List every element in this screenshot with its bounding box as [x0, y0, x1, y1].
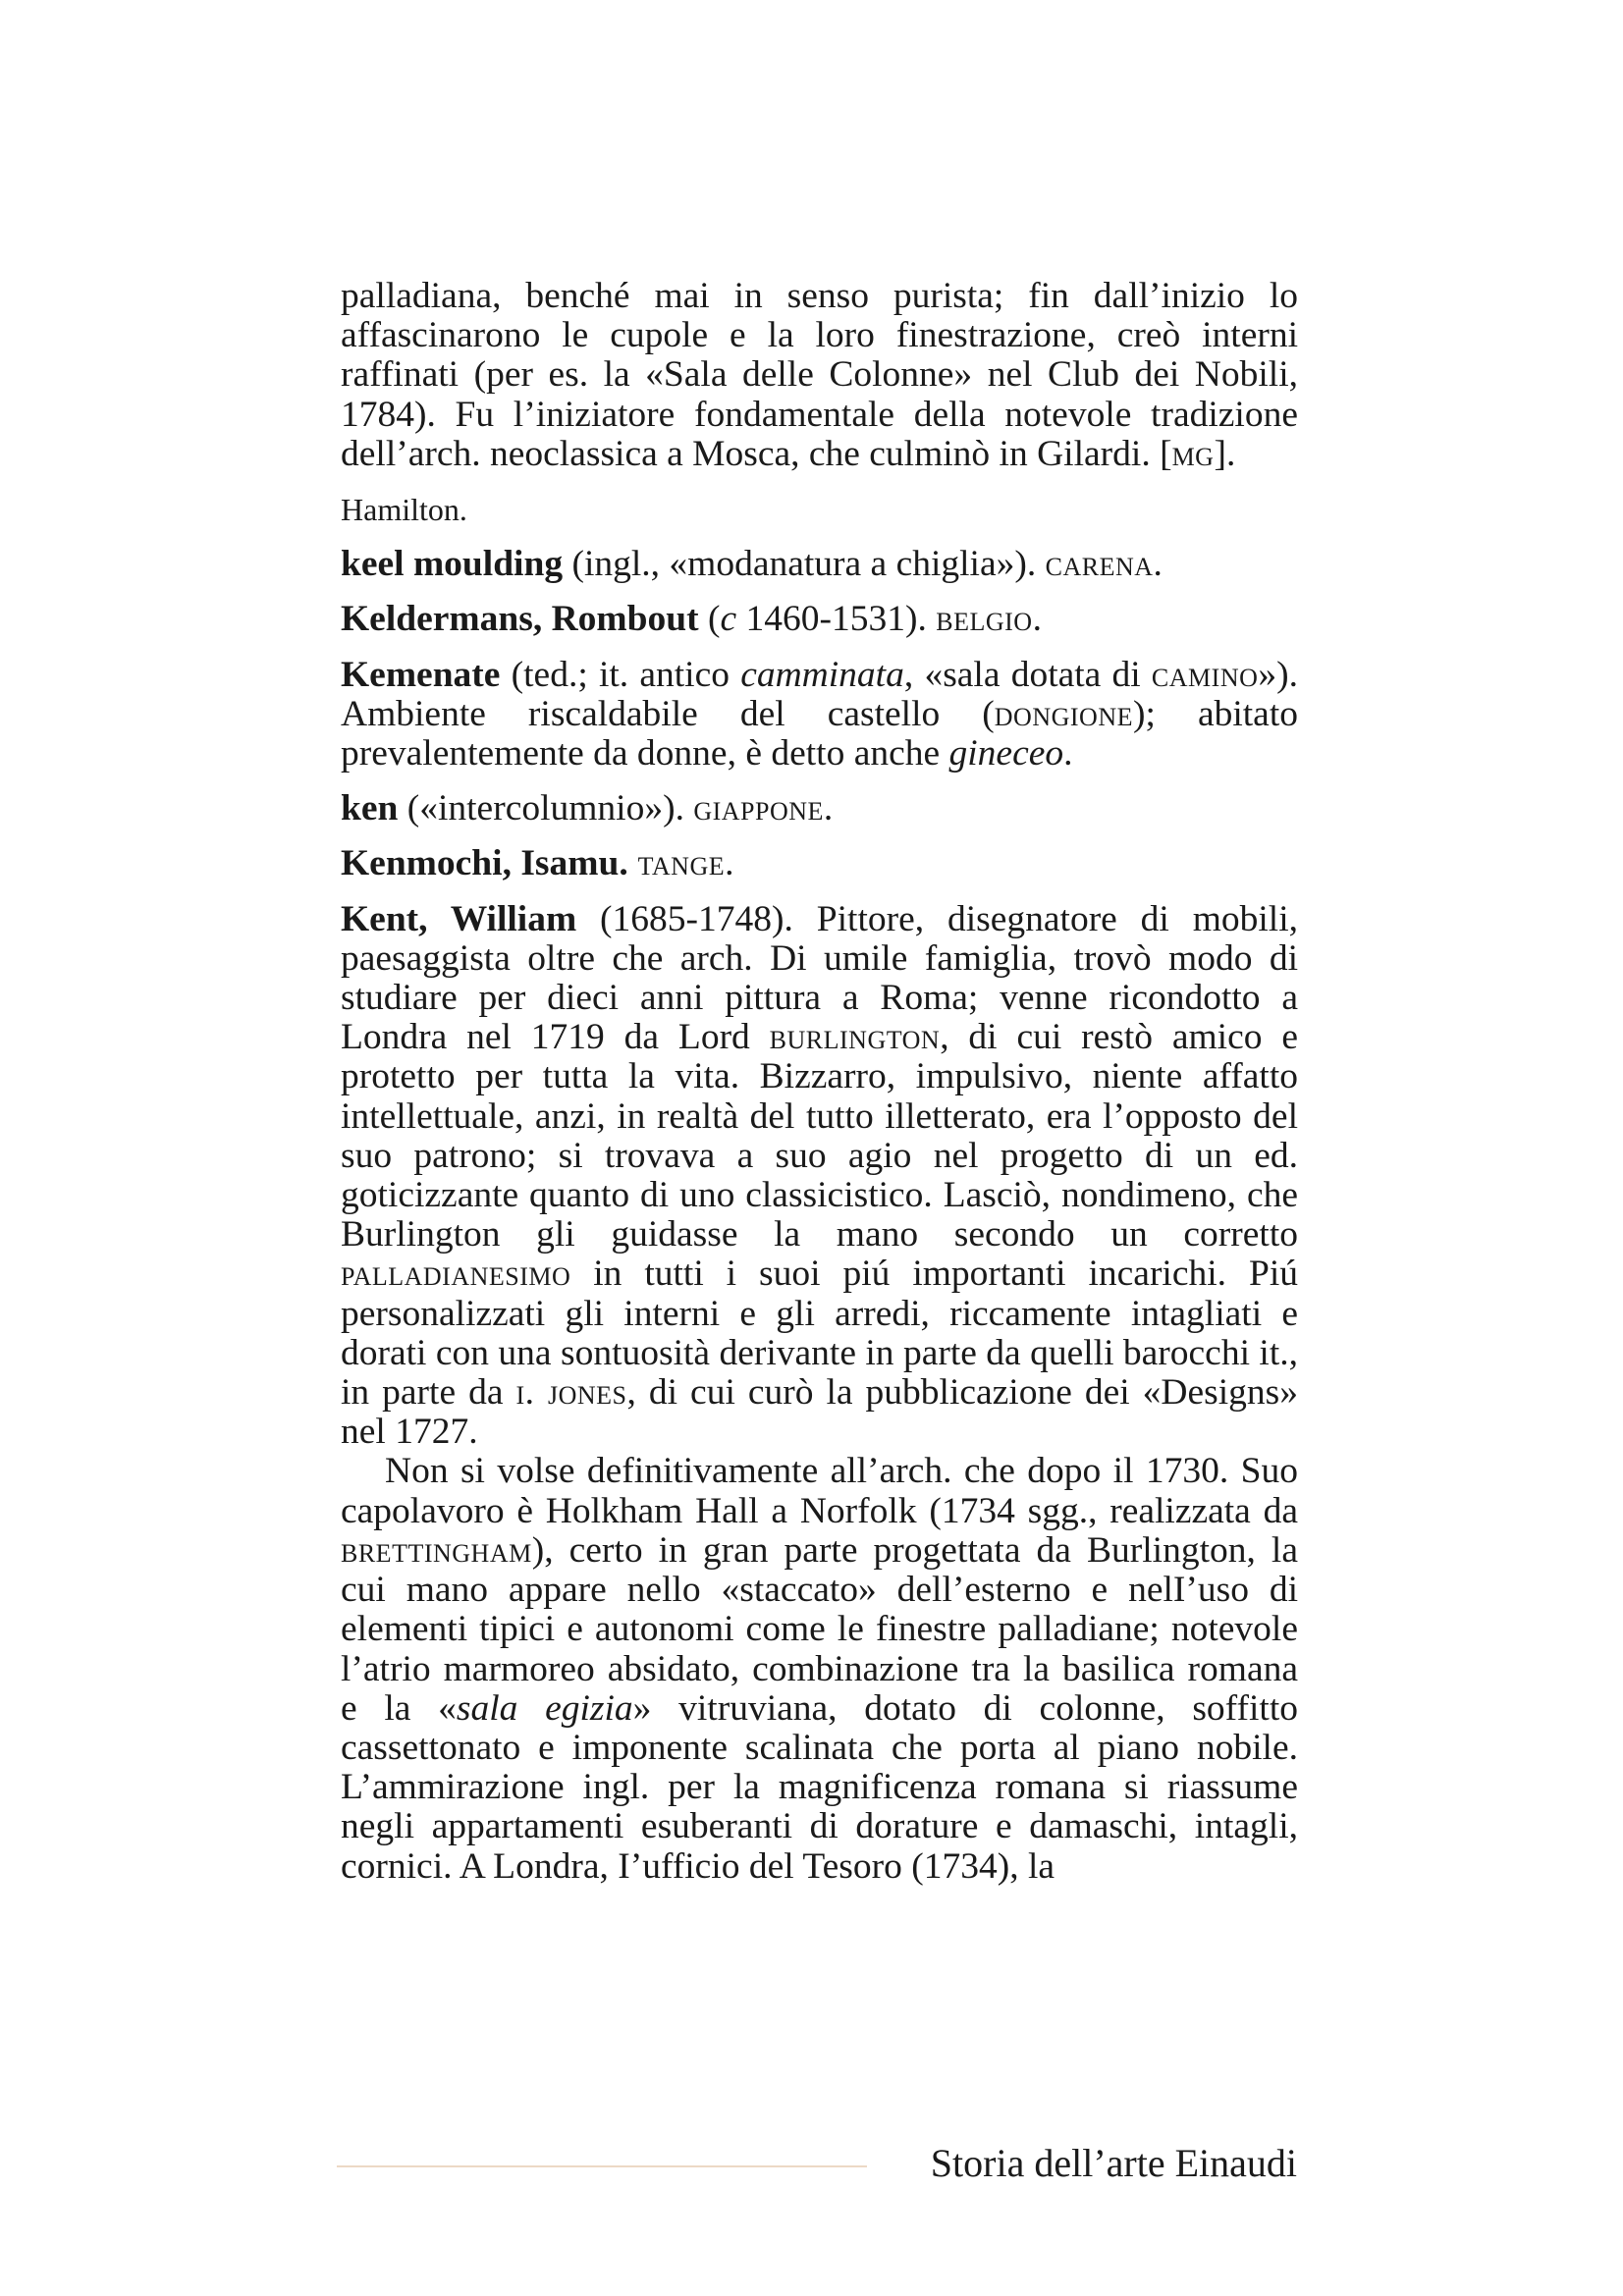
- cross-reference: dongione: [994, 693, 1133, 734]
- continuation-text: palladiana, benché mai in senso purista; fin dall’inizio lo affascinarono le cupole e la loro finestrazione, creò interni raffinati (per es. la «Sala delle Colonne» nel Club dei Nobili, 1784). Fu l’iniziatore fondamentale della notevole tradizione dell’arch. neoclassica a Mosca, che culminò in Gilardi. [: [341, 276, 1298, 474]
- entry-headword: Keldermans, Rombout: [341, 599, 699, 640]
- continuation-end: ].: [1214, 433, 1236, 474]
- cross-reference: belgio: [936, 599, 1033, 640]
- continuation-paragraph: [341, 277, 1298, 474]
- cross-reference: palladianesimo: [341, 1254, 571, 1295]
- cross-reference: carena: [1045, 544, 1154, 585]
- entry-headword: Kemenate: [341, 654, 501, 695]
- page-body: [341, 277, 1298, 1887]
- entry-kemenate: Kemenate (ted.; it. antico camminata, «sala dotata di camino»). Ambiente riscaldabile del castello (dongione); abitato prevalentemente da donne, è detto anche gineceo.: [341, 654, 1298, 774]
- cross-reference: brettingham: [341, 1529, 532, 1571]
- cross-reference: tange: [627, 843, 726, 884]
- entry-headword: ken: [341, 788, 399, 829]
- bibliography-note: Hamilton.: [341, 492, 467, 528]
- entry-kent: Kent, William (1685-1748). Pittore, disegnatore di mobili, paesaggista oltre che arch. Di umile famiglia, trovò modo di studiare per dieci anni pittura a Roma; venne ricondotto a Londra nel 1719 da Lord burlington, di cui restò amico e protetto per tutta la vita. Bizzarro, impulsivo, niente affatto intellettuale, anzi, in realtà del tutto illetterato, era l’opposto del suo patrono; si trovava a suo agio nel progetto di un ed. goticizzante quanto di uno classicistico. Lasciò, nondimeno, che Burlington gli guidasse la mano secondo un corretto palladianesimo in tutti i suoi piú importanti incarichi. Piú personalizzati gli interni e gli arredi, riccamente intagliati e dorati con una sontuosità derivante in parte da quelli barocchi it., in parte da i. jones, di cui curò la pubblicazione dei «Designs» nel 1727.: [341, 898, 1299, 1453]
- footer-rule: [337, 2165, 867, 2167]
- cross-reference: i. jones: [515, 1372, 627, 1414]
- entry-kent-continuation: Non si volse definitivamente all’arch. che dopo il 1730. Suo capolavoro è Holkham Hall a Norfolk (1734 sgg., realizzata da brettingham), certo in gran parte progettata da Burlington, la cui mano appare nello «staccato» dell’esterno e nelI’uso di elementi tipici e autonomi come le finestre palladiane; notevole l’atrio marmoreo absidato, combinazione tra la basilica romana e la «sala egizia» vitruviana, dotato di colonne, soffitto cassettonato e imponente scalinata che porta al piano nobile. L’ammirazione ingl. per la magnificenza romana si riassume negli appartamenti esuberanti di dorature e damaschi, intagli, cornici. A Londra, I’ufficio del Tesoro (1734), la: [341, 1451, 1298, 1887]
- footer-publisher-label: Storia dell’arte Einaudi: [930, 2141, 1297, 2185]
- entry-headword: Kenmochi, Isamu.: [341, 843, 628, 884]
- entry-keel-moulding: keel moulding (ingl., «modanatura a chiglia»). carena.: [341, 544, 1163, 585]
- entry-keldermans: Keldermans, Rombout (c 1460-1531). belgio.: [341, 599, 1042, 640]
- entry-kenmochi: Kenmochi, Isamu. tange.: [341, 843, 734, 884]
- author-initials: mg: [1171, 433, 1215, 474]
- entry-headword: Kent, William: [341, 898, 577, 939]
- cross-reference: giappone: [693, 788, 824, 829]
- cross-reference: burlington: [769, 1017, 941, 1058]
- entry-ken: ken («intercolumnio»). giappone.: [341, 788, 834, 829]
- entry-headword: keel moulding: [341, 544, 564, 585]
- cross-reference: camino: [1151, 654, 1259, 695]
